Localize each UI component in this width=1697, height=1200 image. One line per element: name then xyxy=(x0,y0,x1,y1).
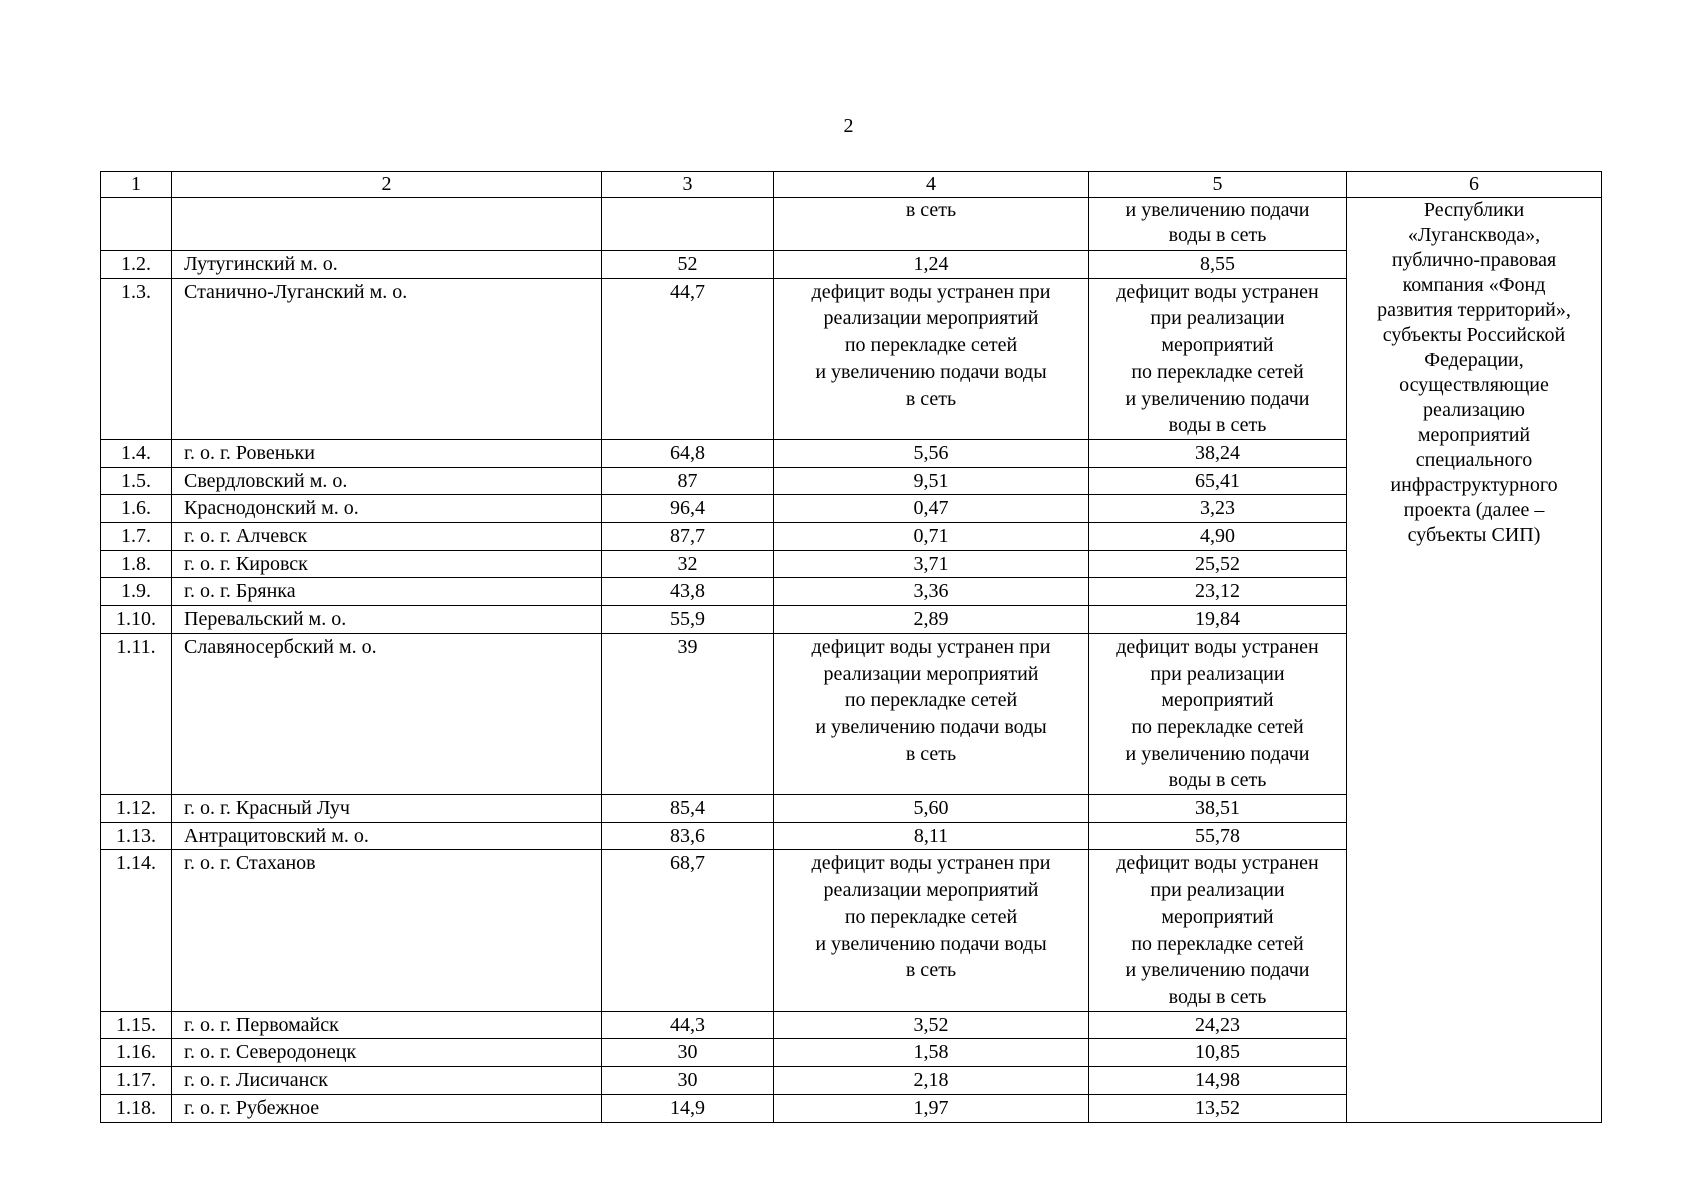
cell-col3 xyxy=(602,198,774,251)
cell-number xyxy=(101,198,172,251)
column-number: 6 xyxy=(1347,172,1602,198)
cell-col5 xyxy=(1089,1067,1347,1095)
cell-col3 xyxy=(602,606,774,634)
cell-text: 32 xyxy=(677,552,698,575)
column-number: 2 xyxy=(172,172,602,198)
cell-text: 1.14. xyxy=(116,852,156,875)
cell-col4 xyxy=(774,795,1089,823)
cell-col4 xyxy=(774,850,1089,1011)
cell-text: 55,9 xyxy=(670,608,705,631)
cell-text: 0,71 xyxy=(913,525,949,548)
cell-col5 xyxy=(1089,198,1347,251)
cell-col4 xyxy=(774,1067,1089,1095)
cell-text: 55,78 xyxy=(1195,824,1240,847)
cell-text: дефицит воды устранен при реализации мероприятий по перекладке сетей и увеличению подачи воды в сеть xyxy=(811,280,1051,410)
cell-text: в сеть xyxy=(905,199,957,221)
cell-col4 xyxy=(774,251,1089,279)
cell-name xyxy=(172,278,602,439)
cell-name xyxy=(172,633,602,794)
cell-number xyxy=(101,495,172,523)
cell-text: 1.2. xyxy=(121,253,151,275)
cell-col4 xyxy=(774,198,1089,251)
cell-col4 xyxy=(774,495,1089,523)
cell-text: 10,85 xyxy=(1195,1041,1240,1064)
cell-number xyxy=(101,795,172,823)
cell-text: 2,18 xyxy=(913,1069,949,1092)
cell-text: Славяносербский м. о. xyxy=(184,635,377,658)
responsible-parties-cell xyxy=(1347,198,1602,1123)
cell-name xyxy=(172,198,602,251)
cell-text: 1.10. xyxy=(116,608,156,631)
cell-text: Перевальский м. о. xyxy=(184,608,347,631)
cell-text: 25,52 xyxy=(1195,552,1240,575)
cell-text: 68,7 xyxy=(670,852,705,875)
cell-number xyxy=(101,439,172,467)
cell-col4 xyxy=(774,467,1089,495)
cell-col3 xyxy=(602,467,774,495)
cell-text: дефицит воды устранен при реализации мероприятий по перекладке сетей и увеличению подачи воды в сеть xyxy=(1116,280,1319,437)
cell-number xyxy=(101,1011,172,1039)
cell-name xyxy=(172,1011,602,1039)
cell-text: 5,56 xyxy=(913,441,949,464)
cell-text: г. о. г. Северодонецк xyxy=(184,1041,357,1064)
cell-col4 xyxy=(774,578,1089,606)
cell-text: 1.17. xyxy=(116,1069,156,1092)
cell-col5 xyxy=(1089,822,1347,850)
cell-col5 xyxy=(1089,439,1347,467)
cell-name xyxy=(172,439,602,467)
cell-col4 xyxy=(774,523,1089,551)
table-row-continued xyxy=(101,198,1602,251)
cell-col4 xyxy=(774,606,1089,634)
cell-text: 44,7 xyxy=(670,280,705,303)
column-number: 4 xyxy=(774,172,1089,198)
cell-text: 8,11 xyxy=(913,824,949,847)
cell-text: 1.9. xyxy=(121,580,151,603)
cell-col3 xyxy=(602,495,774,523)
cell-text: 65,41 xyxy=(1195,469,1240,492)
cell-text: 1,58 xyxy=(913,1041,949,1064)
cell-number xyxy=(101,850,172,1011)
cell-text: г. о. г. Первомайск xyxy=(184,1013,339,1036)
cell-col4 xyxy=(774,1011,1089,1039)
cell-text: 43,8 xyxy=(670,580,705,603)
cell-col5 xyxy=(1089,1011,1347,1039)
cell-text: 39 xyxy=(677,635,698,658)
cell-text: дефицит воды устранен при реализации мероприятий по перекладке сетей и увеличению подачи воды в сеть xyxy=(1116,852,1319,1008)
cell-text: г. о. г. Стаханов xyxy=(184,852,316,875)
cell-name xyxy=(172,467,602,495)
cell-text: 3,71 xyxy=(913,552,949,575)
cell-col4 xyxy=(774,633,1089,794)
cell-name xyxy=(172,795,602,823)
cell-text: 9,51 xyxy=(913,469,949,492)
cell-text: 87,7 xyxy=(670,525,705,548)
cell-name xyxy=(172,578,602,606)
cell-text: 8,55 xyxy=(1200,253,1235,275)
cell-number xyxy=(101,822,172,850)
cell-number xyxy=(101,278,172,439)
cell-name xyxy=(172,1067,602,1095)
cell-col3 xyxy=(602,278,774,439)
cell-text: Краснодонский м. о. xyxy=(184,497,359,520)
cell-text: 38,24 xyxy=(1195,441,1240,464)
cell-name xyxy=(172,606,602,634)
cell-name xyxy=(172,251,602,279)
cell-text: 85,4 xyxy=(670,797,705,820)
cell-text: 19,84 xyxy=(1195,608,1240,631)
cell-text: 0,47 xyxy=(913,497,949,520)
cell-text: 83,6 xyxy=(670,824,705,847)
cell-text: 1.6. xyxy=(121,497,151,520)
cell-name xyxy=(172,495,602,523)
cell-col4 xyxy=(774,278,1089,439)
cell-text: 1.5. xyxy=(121,469,151,492)
cell-text: 1.13. xyxy=(116,824,156,847)
cell-text: 14,98 xyxy=(1195,1069,1240,1092)
cell-number xyxy=(101,467,172,495)
cell-text: г. о. г. Рубежное xyxy=(184,1096,320,1119)
cell-text: 1.18. xyxy=(116,1096,156,1119)
cell-name xyxy=(172,1094,602,1122)
cell-col5 xyxy=(1089,606,1347,634)
cell-text: г. о. г. Лисичанск xyxy=(184,1069,328,1092)
cell-text: 1.3. xyxy=(121,280,151,303)
cell-col5 xyxy=(1089,1094,1347,1122)
cell-text: 1.8. xyxy=(121,552,151,575)
cell-col4 xyxy=(774,1039,1089,1067)
cell-name xyxy=(172,550,602,578)
cell-col4 xyxy=(774,439,1089,467)
cell-text: г. о. г. Ровеньки xyxy=(184,441,315,464)
cell-name xyxy=(172,822,602,850)
cell-col3 xyxy=(602,1094,774,1122)
cell-col5 xyxy=(1089,251,1347,279)
measures-table xyxy=(100,171,1602,1123)
cell-col5 xyxy=(1089,850,1347,1011)
cell-col5 xyxy=(1089,795,1347,823)
cell-text: 38,51 xyxy=(1195,797,1240,820)
cell-col3 xyxy=(602,439,774,467)
cell-col3 xyxy=(602,523,774,551)
cell-number xyxy=(101,1094,172,1122)
cell-text: 1,97 xyxy=(913,1096,949,1119)
responsible-parties-text: Республики «Лугансквода», публично-правовая компания «Фонд развития территорий», субъекты Российской Федерации, осуществляющие реализацию мероприятий специального инфраструктурного проекта (далее – субъекты СИП) xyxy=(1377,199,1571,546)
cell-col3 xyxy=(602,850,774,1011)
cell-text: г. о. г. Красный Луч xyxy=(184,797,350,820)
cell-text: 23,12 xyxy=(1195,580,1240,603)
cell-text: 87 xyxy=(677,469,698,492)
cell-text: 3,52 xyxy=(913,1013,949,1036)
cell-name xyxy=(172,1039,602,1067)
cell-col3 xyxy=(602,251,774,279)
cell-text: 96,4 xyxy=(670,497,705,520)
cell-col3 xyxy=(602,1011,774,1039)
cell-text: Свердловский м. о. xyxy=(184,469,348,492)
cell-col5 xyxy=(1089,278,1347,439)
cell-col5 xyxy=(1089,495,1347,523)
cell-col5 xyxy=(1089,1039,1347,1067)
cell-text: г. о. г. Кировск xyxy=(184,552,308,575)
cell-col4 xyxy=(774,1094,1089,1122)
cell-text: 44,3 xyxy=(670,1013,705,1036)
cell-col5 xyxy=(1089,578,1347,606)
column-number: 3 xyxy=(602,172,774,198)
cell-text: 1.15. xyxy=(116,1013,156,1036)
cell-number xyxy=(101,578,172,606)
cell-number xyxy=(101,251,172,279)
cell-text: 14,9 xyxy=(670,1096,705,1119)
cell-col3 xyxy=(602,795,774,823)
cell-col3 xyxy=(602,633,774,794)
cell-col5 xyxy=(1089,523,1347,551)
cell-col3 xyxy=(602,578,774,606)
cell-text: г. о. г. Алчевск xyxy=(184,525,308,548)
cell-number xyxy=(101,633,172,794)
cell-text: 13,52 xyxy=(1195,1096,1240,1119)
cell-number xyxy=(101,1067,172,1095)
page-number: 2 xyxy=(843,115,854,137)
cell-col5 xyxy=(1089,550,1347,578)
cell-text: 52 xyxy=(677,253,698,275)
cell-text: 64,8 xyxy=(670,441,705,464)
cell-name xyxy=(172,523,602,551)
cell-col5 xyxy=(1089,633,1347,794)
cell-text: Станично-Луганский м. о. xyxy=(184,280,408,303)
cell-col4 xyxy=(774,822,1089,850)
cell-name xyxy=(172,850,602,1011)
cell-number xyxy=(101,606,172,634)
column-number: 1 xyxy=(101,172,172,198)
cell-text: 5,60 xyxy=(913,797,949,820)
cell-col5 xyxy=(1089,467,1347,495)
cell-number xyxy=(101,1039,172,1067)
cell-text: 3,36 xyxy=(913,580,949,603)
cell-text: 3,23 xyxy=(1200,497,1235,520)
cell-text: 4,90 xyxy=(1200,525,1235,548)
cell-text: 30 xyxy=(677,1041,698,1064)
cell-col4 xyxy=(774,550,1089,578)
cell-text: г. о. г. Брянка xyxy=(184,580,296,603)
cell-col3 xyxy=(602,1067,774,1095)
cell-text: дефицит воды устранен при реализации мероприятий по перекладке сетей и увеличению подачи воды в сеть xyxy=(1116,635,1319,792)
cell-number xyxy=(101,523,172,551)
cell-col3 xyxy=(602,822,774,850)
cell-col3 xyxy=(602,1039,774,1067)
column-number-row xyxy=(101,172,1602,198)
cell-text: 24,23 xyxy=(1195,1013,1240,1036)
cell-text: дефицит воды устранен при реализации мероприятий по перекладке сетей и увеличению подачи воды в сеть xyxy=(811,852,1051,982)
cell-text: дефицит воды устранен при реализации мероприятий по перекладке сетей и увеличению подачи воды в сеть xyxy=(811,635,1051,765)
column-number: 5 xyxy=(1089,172,1347,198)
cell-text: 30 xyxy=(677,1069,698,1092)
cell-text: 1.4. xyxy=(121,441,151,464)
cell-text: 1.7. xyxy=(121,525,151,548)
cell-text: 2,89 xyxy=(913,608,949,631)
cell-text: Лутугинский м. о. xyxy=(184,253,338,275)
cell-number xyxy=(101,550,172,578)
cell-text: 1.11. xyxy=(116,635,156,658)
cell-text: Антрацитовский м. о. xyxy=(184,824,369,847)
cell-col3 xyxy=(602,550,774,578)
cell-text: 1,24 xyxy=(913,253,949,275)
cell-text: 1.12. xyxy=(116,797,156,820)
cell-text: 1.16. xyxy=(116,1041,156,1064)
cell-text: и увеличению подачи воды в сеть xyxy=(1125,199,1310,246)
